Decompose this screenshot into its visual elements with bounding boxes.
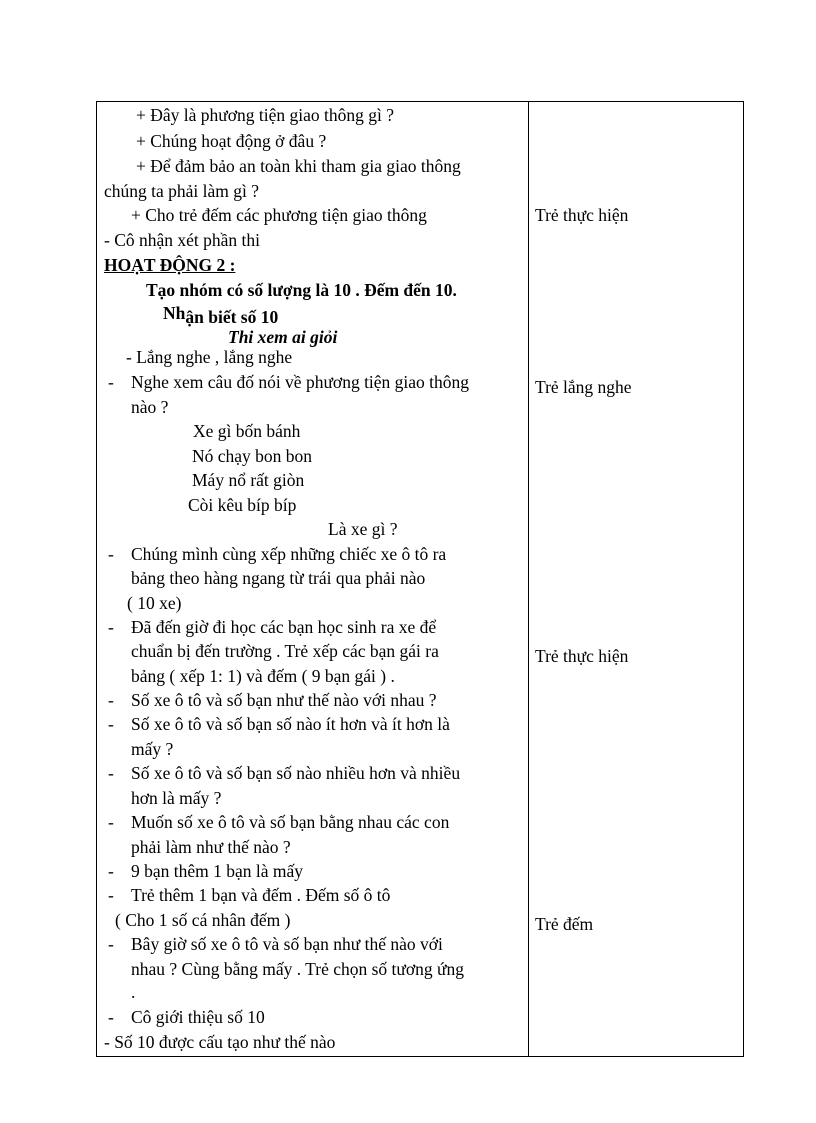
count-vehicles: + Cho trẻ đếm các phương tiện giao thông (131, 205, 427, 225)
dash: - (108, 885, 114, 905)
listen-line: - Lắng nghe , lắng nghe (126, 347, 293, 367)
question-safety: + Để đảm bảo an toàn khi tham gia giao thông (136, 156, 461, 176)
compare-question: Số xe ô tô và số bạn như thế nào với nhau ? (131, 690, 437, 710)
riddle-line-1: Xe gì bốn bánh (193, 421, 301, 441)
riddle-line-3: Máy nổ rất giòn (192, 470, 305, 490)
response-listen: Trẻ lắng nghe (535, 377, 632, 397)
question-transport-type: + Đây là phương tiện giao thông gì ? (136, 105, 395, 125)
dash: - (108, 617, 114, 637)
riddle-line-2: Nó chạy bon bon (192, 446, 313, 466)
dash: - (108, 714, 114, 734)
arrange-cars-cont: bảng theo hàng ngang từ trái qua phải nào (131, 568, 426, 588)
more-question-cont: hơn là mấy ? (131, 788, 222, 808)
response-count: Trẻ đếm (535, 914, 594, 934)
nine-plus-one: 9 bạn thêm 1 bạn là mấy (131, 861, 304, 881)
now-compare: Bây giờ số xe ô tô và số bạn như thế nào với (131, 934, 443, 954)
arrange-cars: Chúng mình cùng xếp những chiếc xe ô tô ra (131, 544, 447, 564)
dash: - (108, 372, 114, 392)
equal-question-cont: phải làm như thế nào ? (131, 837, 291, 857)
game-title: Thi xem ai giỏi (228, 327, 338, 347)
riddle-intro: Nghe xem câu đố nói về phương tiện giao thông (131, 372, 470, 392)
response-do: Trẻ thực hiện (535, 205, 629, 225)
dash: - (108, 763, 114, 783)
introduce-ten: Cô giới thiệu số 10 (131, 1007, 265, 1027)
activity-2-title: Tạo nhóm có số lượng là 10 . Đếm đến 10. (146, 280, 457, 300)
subtitle-part-b: ận biết số 10 (185, 307, 279, 327)
dash: - (108, 1007, 114, 1027)
dash: - (108, 812, 114, 832)
dash: - (108, 861, 114, 881)
subtitle-part-a: Nh (163, 303, 186, 323)
activity-2-heading: HOẠT ĐỘNG 2 : (104, 255, 236, 275)
activity-2-subtitle (163, 302, 279, 327)
riddle-intro-cont: nào ? (131, 397, 169, 417)
equal-question: Muốn số xe ô tô và số bạn bằng nhau các con (131, 812, 450, 832)
fewer-question-cont: mấy ? (131, 739, 174, 759)
school-time: Đã đến giờ đi học các bạn học sinh ra xe để (131, 617, 437, 637)
question-where-operate: + Chúng hoạt động ở đâu ? (136, 131, 327, 151)
teacher-comment: - Cô nhận xét phần thi (104, 230, 261, 250)
fewer-question: Số xe ô tô và số bạn số nào ít hơn và ít hơn là (131, 714, 450, 734)
more-question: Số xe ô tô và số bạn số nào nhiều hơn và nhiều (131, 763, 461, 783)
dash: - (108, 934, 114, 954)
riddle-line-4: Còi kêu bíp bíp (188, 495, 297, 515)
school-time-cont-2: bảng ( xếp 1: 1) và đếm ( 9 bạn gái ) . (131, 666, 395, 686)
add-one-count: Trẻ thêm 1 bạn và đếm . Đếm số ô tô (131, 885, 391, 905)
dash: - (108, 544, 114, 564)
riddle-question: Là xe gì ? (328, 519, 398, 539)
ten-cars: ( 10 xe) (127, 593, 182, 613)
ten-structure: - Số 10 được cấu tạo như thế nào (104, 1032, 336, 1052)
period: . (131, 982, 136, 1002)
column-divider (528, 102, 529, 1056)
individual-count: ( Cho 1 số cá nhân đếm ) (115, 910, 291, 930)
dash: - (108, 690, 114, 710)
now-compare-cont: nhau ? Cùng bằng mấy . Trẻ chọn số tương ứng (131, 959, 464, 979)
question-safety-cont: chúng ta phải làm gì ? (104, 181, 260, 201)
school-time-cont: chuẩn bị đến trường . Trẻ xếp các bạn gái ra (131, 641, 439, 661)
response-do-2: Trẻ thực hiện (535, 646, 629, 666)
